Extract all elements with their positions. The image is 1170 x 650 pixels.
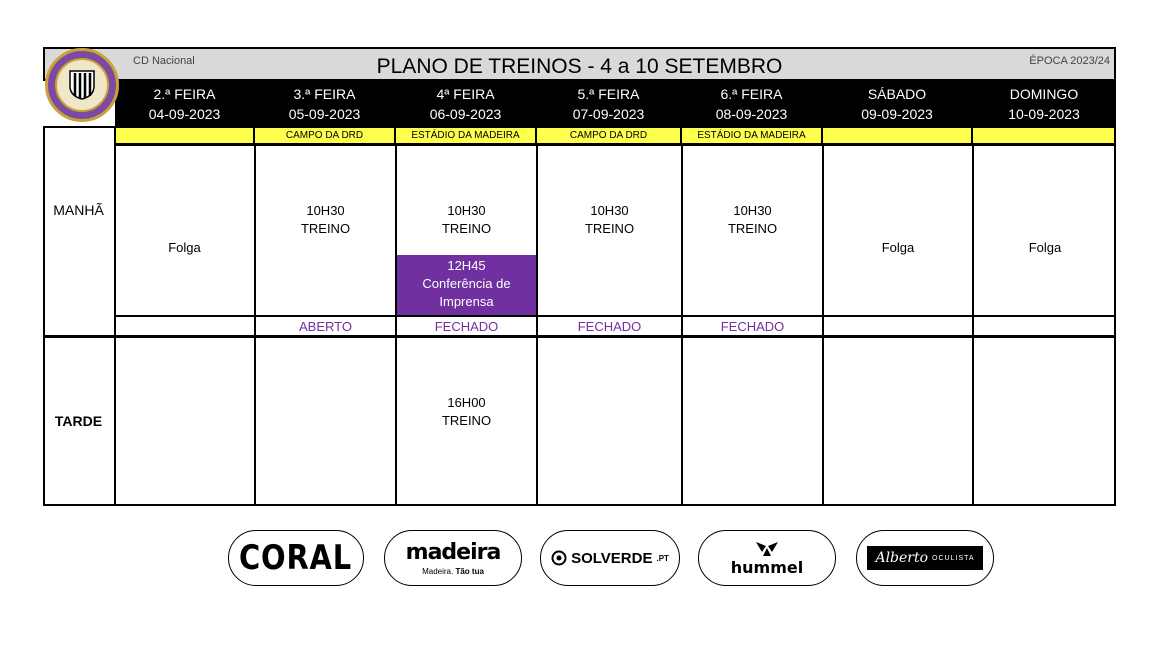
morning-cell: Folga <box>168 240 201 255</box>
hummel-bee-icon <box>754 540 780 558</box>
sponsor-madeira-logo: madeira Madeira. Tão tua <box>384 530 522 586</box>
venue-cell: CAMPO DA DRD <box>254 127 395 144</box>
crest-shield-icon <box>69 70 95 100</box>
status-cell: FECHADO <box>577 319 642 334</box>
day-header: SÁBADO 09-09-2023 <box>861 86 933 122</box>
page-title: PLANO DE TREINOS - 4 a 10 SETEMBRO <box>376 55 783 78</box>
sponsor-solverde-logo: SOLVERDE .PT <box>540 530 680 586</box>
morning-cell: 10H30 TREINO <box>727 203 778 236</box>
day-header: 4ª FEIRA 06-09-2023 <box>429 86 502 122</box>
solverde-sun-icon <box>551 550 567 566</box>
period-label-afternoon: TARDE <box>54 413 103 429</box>
training-plan-sheet <box>43 47 1116 506</box>
status-cell: ABERTO <box>299 319 352 334</box>
status-cell: FECHADO <box>434 319 499 334</box>
period-label-morning: MANHÃ <box>53 202 104 218</box>
sponsor-alberto-logo: Alberto OCULISTA <box>856 530 994 586</box>
club-crest-logo <box>45 48 119 122</box>
venue-cell: ESTÁDIO DA MADEIRA <box>395 127 536 144</box>
sponsor-coral-logo: CORAL <box>228 530 364 586</box>
morning-cell: 10H30 TREINO <box>441 203 492 236</box>
sponsor-bar <box>0 530 1170 588</box>
season-label: ÉPOCA 2023/24 <box>1029 55 1110 67</box>
afternoon-cell: 16H00 TREINO <box>441 395 492 428</box>
day-header-row <box>115 81 1116 126</box>
morning-cell: Folga <box>881 240 915 255</box>
venue-cell: ESTÁDIO DA MADEIRA <box>681 127 822 144</box>
club-name: CD Nacional <box>133 55 195 67</box>
day-header: 2.ª FEIRA 04-09-2023 <box>148 86 221 122</box>
press-conference-cell: 12H45 Conferência de Imprensa <box>397 255 536 315</box>
day-header: DOMINGO 10-09-2023 <box>1008 86 1080 122</box>
morning-cell: 10H30 TREINO <box>300 203 351 236</box>
status-cell: FECHADO <box>720 319 785 334</box>
day-header: 5.ª FEIRA 07-09-2023 <box>572 86 645 122</box>
morning-cell: 10H30 TREINO <box>584 203 635 236</box>
morning-cell: Folga <box>1028 240 1062 255</box>
venue-cell: CAMPO DA DRD <box>536 127 681 144</box>
day-header: 6.ª FEIRA 08-09-2023 <box>715 86 788 122</box>
day-header: 3.ª FEIRA 05-09-2023 <box>288 86 361 122</box>
sponsor-hummel-logo: hummel <box>698 530 836 586</box>
title-bar <box>43 47 1116 81</box>
afternoon-block <box>43 336 1116 506</box>
